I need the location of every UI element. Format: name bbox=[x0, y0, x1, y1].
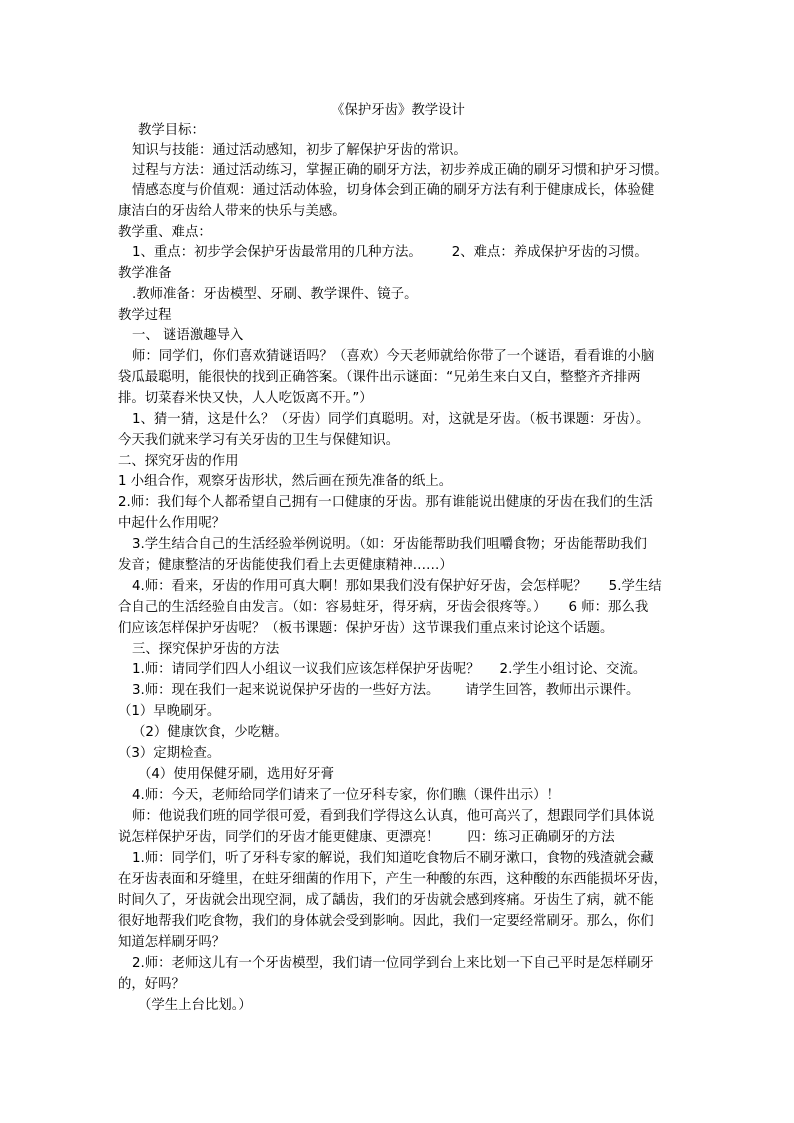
paragraph-text: 说怎样保护牙齿，同学们的牙齿才能更健康、更漂亮！ bbox=[118, 830, 440, 845]
section-heading-tooth-function: 二、探究牙齿的作用 bbox=[118, 454, 239, 469]
paragraph-line bbox=[118, 829, 688, 846]
paragraph-line: 发音；健康整洁的牙齿能使我们看上去更健康精神……） bbox=[118, 558, 453, 573]
paragraph-line: 4.师：今天，老师给同学们请来了一位牙科专家，你们瞧（课件出示）！ bbox=[132, 788, 560, 803]
list-item: （3）定期检查。 bbox=[118, 746, 221, 761]
list-item: （1）早晚刷牙。 bbox=[118, 704, 221, 719]
paragraph-line: 1.师：同学们，听了牙科专家的解说，我们知道吃食物后不刷牙漱口，食物的残渣就会藏 bbox=[132, 851, 654, 866]
paragraph-text: 6 师：那么我 bbox=[568, 600, 649, 615]
list-item: （4）使用保健牙刷，选用好牙膏 bbox=[138, 767, 334, 782]
paragraph-line: 康洁白的牙齿给人带来的快乐与美感。 bbox=[118, 204, 346, 219]
paragraph-line: 1 小组合作，观察牙齿形状，然后画在预先准备的纸上。 bbox=[118, 474, 453, 489]
paragraph-text: 合自己的生活经验自由发言。（如：容易蛀牙，得牙病，牙齿会很疼等。） bbox=[118, 600, 547, 615]
section-heading-preparation: 教学准备 bbox=[118, 266, 172, 281]
section-heading-objectives: 教学目标： bbox=[138, 123, 205, 138]
paragraph-line: 师：同学们，你们喜欢猜谜语吗？（喜欢）今天老师就给你带了一个谜语，看看谁的小脑 bbox=[132, 349, 655, 364]
section-heading-process: 教学过程 bbox=[118, 308, 172, 323]
paragraph-line bbox=[132, 682, 702, 699]
paragraph-line: 1、猜一猜，这是什么？（牙齿）同学们真聪明。对，这就是牙齿。（板书课题：牙齿）。 bbox=[132, 412, 650, 427]
paragraph-text: 请学生回答，教师出示课件。 bbox=[465, 683, 640, 698]
section-heading-protection-methods: 三、探究保护牙齿的方法 bbox=[132, 642, 280, 657]
paragraph-line: 的，好吗？ bbox=[118, 977, 185, 992]
paragraph-line: 过程与方法：通过活动练习，掌握正确的刷牙方法，初步养成正确的刷牙习惯和护牙习惯。 bbox=[132, 163, 668, 178]
subsection-heading: 四：练习正确刷牙的方法 bbox=[467, 830, 615, 845]
paragraph-line: （学生上台比划。） bbox=[138, 998, 252, 1013]
paragraph-line: 中起什么作用呢？ bbox=[118, 516, 226, 531]
paragraph-line bbox=[118, 599, 688, 616]
paragraph-line: 们应该怎样保护牙齿呢？（板书课题：保护牙齿）这节课我们重点来讨论这个话题。 bbox=[118, 621, 614, 636]
paragraph-line: 袋瓜最聪明，能很快的找到正确答案。（课件出示谜面：“兄弟生来白又白，整整齐齐排两 bbox=[118, 370, 641, 385]
section-heading-key-points: 教学重、难点： bbox=[118, 225, 212, 240]
subsection-heading: 一、 谜语激趣导入 bbox=[132, 328, 244, 343]
paragraph-line: 知道怎样刷牙吗？ bbox=[118, 935, 226, 950]
difficulty-text: 2、难点：养成保护牙齿的习惯。 bbox=[451, 245, 648, 260]
paragraph-text: 3.师：现在我们一起来说说保护牙齿的一些好方法。 bbox=[132, 683, 440, 698]
paragraph-line: 3.学生结合自己的生活经验举例说明。（如：牙齿能帮助我们咀嚼食物；牙齿能帮助我们 bbox=[132, 537, 647, 552]
list-item: （2）健康饮食，少吃糖。 bbox=[132, 725, 288, 740]
paragraph-text: 2.学生小组讨论、交流。 bbox=[499, 662, 647, 677]
paragraph-line: 师：他说我们班的同学很可爱，看到我们学得这么认真，他可高兴了，想跟同学们具体说 bbox=[132, 809, 655, 824]
key-point-text: 1、重点：初步学会保护牙齿最常用的几种方法。 bbox=[132, 245, 422, 260]
paragraph-line: 今天我们就来学习有关牙齿的卫生与保健知识。 bbox=[118, 433, 400, 448]
paragraph-line: 2.师：我们每个人都希望自己拥有一口健康的牙齿。那有谁能说出健康的牙齿在我们的生活 bbox=[118, 495, 654, 510]
paragraph-text: 1.师：请同学们四人小组议一议我们应该怎样保护牙齿呢？ bbox=[132, 662, 480, 677]
paragraph-line bbox=[132, 244, 702, 261]
paragraph-line: 知识与技能：通过活动感知，初步了解保护牙齿的常识。 bbox=[132, 143, 467, 158]
paragraph-line: 排。切菜舂米快又快，人人吃饭离不开。”） bbox=[118, 391, 373, 406]
paragraph-text: 5.学生结 bbox=[608, 579, 662, 594]
paragraph-line: 情感态度与价值观：通过活动体验，切身体会到正确的刷牙方法有利于健康成长，体验健 bbox=[132, 183, 655, 198]
document-title: 《保护牙齿》教学设计 bbox=[331, 103, 465, 118]
paragraph-line bbox=[132, 661, 702, 678]
paragraph-line: 在牙齿表面和牙缝里，在蛀牙细菌的作用下，产生一种酸的东西，这种酸的东西能损坏牙齿， bbox=[118, 872, 668, 887]
paragraph-text: 4.师：看来，牙齿的作用可真大啊！那如果我们没有保护好牙齿，会怎样呢？ bbox=[132, 579, 587, 594]
paragraph-line bbox=[132, 578, 702, 595]
paragraph-line: .教师准备：牙齿模型、牙刷、教学课件、镜子。 bbox=[132, 287, 418, 302]
paragraph-line: 2.师：老师这儿有一个牙齿模型，我们请一位同学到台上来比划一下自己平时是怎样刷牙 bbox=[132, 956, 654, 971]
paragraph-line: 时间久了，牙齿就会出现空洞，成了龋齿，我们的牙齿就会感到疼痛。牙齿生了病，就不能 bbox=[118, 893, 654, 908]
paragraph-line: 很好地帮我们吃食物，我们的身体就会受到影响。因此，我们一定要经常刷牙。那么，你们 bbox=[118, 914, 654, 929]
